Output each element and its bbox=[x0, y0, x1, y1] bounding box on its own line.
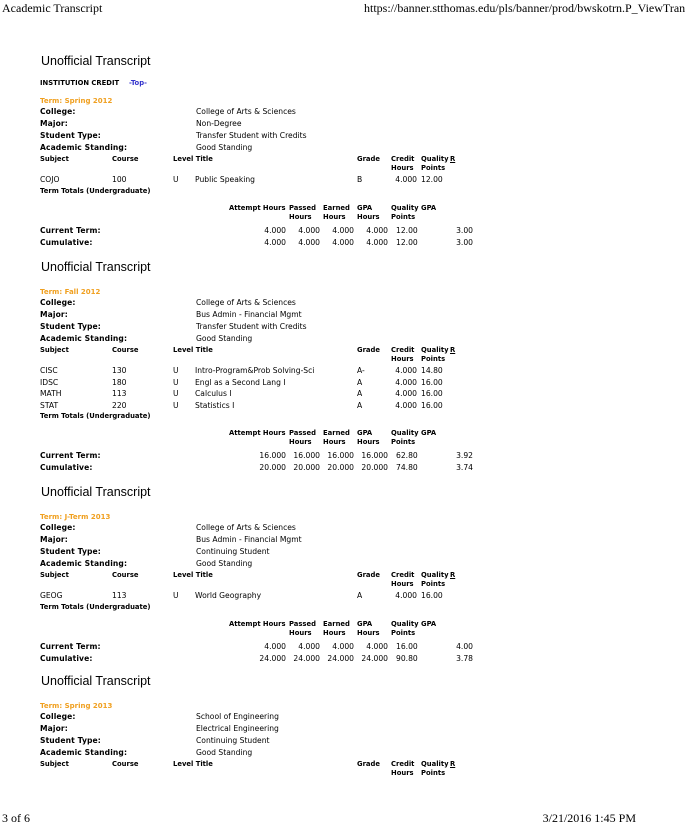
col-quality-points-line2: Points bbox=[421, 164, 446, 172]
value-college: School of Engineering bbox=[196, 712, 279, 721]
course-subject: IDSC bbox=[40, 377, 59, 387]
course-grade: A bbox=[357, 400, 363, 410]
totals-col-gpa-hours-line1: GPA bbox=[357, 619, 373, 628]
col-credit-hours-line2: Hours bbox=[391, 769, 414, 777]
totals-col-passed-hours-line2: Hours bbox=[289, 438, 312, 446]
current-term-attempt-hours: 4.000 bbox=[264, 225, 286, 235]
course-number: 220 bbox=[112, 400, 127, 410]
label-major: Major: bbox=[40, 724, 68, 733]
current-term-passed-hours: 16.000 bbox=[293, 451, 320, 460]
term-totals-label: Term Totals (Undergraduate) bbox=[40, 186, 151, 195]
totals-col-passed-hours bbox=[289, 204, 316, 222]
totals-col-quality-points-line2: Points bbox=[391, 212, 416, 221]
course-number: 180 bbox=[112, 377, 127, 387]
totals-col-passed-hours bbox=[289, 429, 316, 447]
course-quality-points: 16.00 bbox=[421, 389, 443, 398]
col-title: Title bbox=[195, 760, 213, 768]
course-subject: COJO bbox=[40, 175, 60, 184]
totals-col-earned-hours bbox=[323, 620, 350, 638]
course-subject: MATH bbox=[40, 389, 62, 398]
institution-credit-heading: INSTITUTION CREDIT bbox=[40, 79, 120, 87]
print-header-title: Academic Transcript bbox=[2, 1, 103, 15]
totals-col-passed-hours-line2: Hours bbox=[289, 628, 312, 637]
cumulative-attempt-hours: 24.000 bbox=[259, 653, 286, 663]
course-credit-hours: 4.000 bbox=[395, 366, 417, 375]
course-subject: STAT bbox=[40, 400, 59, 410]
totals-col-gpa-hours-line2: Hours bbox=[357, 438, 380, 446]
current-term-attempt-hours: 16.000 bbox=[259, 451, 286, 460]
totals-col-gpa-hours-line1: GPA bbox=[357, 203, 373, 212]
course-title: Public Speaking bbox=[195, 175, 255, 184]
cumulative-gpa-hours: 20.000 bbox=[361, 463, 388, 472]
col-quality-points-line1: Quality bbox=[421, 571, 449, 579]
course-level: U bbox=[173, 389, 179, 398]
col-quality-points-line2: Points bbox=[421, 769, 446, 777]
totals-col-earned-hours-line1: Earned bbox=[323, 619, 350, 628]
course-title: World Geography bbox=[195, 591, 262, 600]
section-title: Unofficial Transcript bbox=[41, 54, 151, 68]
col-quality-points bbox=[421, 760, 456, 778]
totals-col-quality-points-line2: Points bbox=[391, 438, 416, 446]
value-academic-standing: Good Standing bbox=[196, 334, 253, 343]
totals-col-passed-hours-line1: Passed bbox=[289, 203, 316, 212]
totals-col-earned-hours-line2: Hours bbox=[323, 628, 346, 637]
totals-col-quality-points bbox=[391, 429, 419, 447]
cumulative-gpa: 3.74 bbox=[456, 463, 473, 472]
totals-col-earned-hours-line2: Hours bbox=[323, 438, 346, 446]
value-major: Non-Degree bbox=[196, 119, 242, 128]
col-level-title bbox=[173, 346, 213, 355]
col-title: Title bbox=[195, 155, 213, 163]
course-quality-points: 14.80 bbox=[421, 366, 443, 375]
col-credit-hours-line1: Credit bbox=[391, 346, 415, 354]
current-term-quality-points: 62.80 bbox=[396, 451, 418, 460]
col-quality-points bbox=[421, 155, 456, 173]
top-link[interactable]: -Top- bbox=[129, 79, 147, 87]
col-course: Course bbox=[112, 155, 139, 163]
col-quality-points-line2: Points bbox=[421, 580, 446, 588]
totals-col-gpa-hours bbox=[357, 429, 380, 447]
totals-col-quality-points-line1: Quality bbox=[391, 203, 419, 212]
col-course: Course bbox=[112, 346, 139, 354]
value-student-type: Continuing Student bbox=[196, 547, 270, 556]
col-title: Title bbox=[195, 571, 213, 579]
term-heading: Term: J-Term 2013 bbox=[40, 513, 111, 521]
col-credit-hours-line1: Credit bbox=[391, 155, 415, 163]
cumulative-earned-hours: 24.000 bbox=[327, 653, 354, 663]
col-credit-hours bbox=[391, 155, 414, 173]
course-title: Statistics I bbox=[195, 400, 235, 410]
cumulative-gpa: 3.00 bbox=[456, 237, 473, 247]
current-term-label: Current Term: bbox=[40, 641, 101, 651]
value-student-type: Transfer Student with Credits bbox=[196, 131, 307, 140]
totals-col-passed-hours-line1: Passed bbox=[289, 429, 316, 437]
print-footer-page-count: 3 of 6 bbox=[2, 811, 30, 825]
totals-col-attempt-hours: Attempt Hours bbox=[229, 429, 286, 437]
course-level: U bbox=[173, 591, 179, 600]
course-credit-hours: 4.000 bbox=[395, 400, 417, 410]
totals-col-quality-points bbox=[391, 620, 419, 638]
label-student-type: Student Type: bbox=[40, 131, 101, 140]
col-course: Course bbox=[112, 760, 139, 768]
totals-col-attempt-hours: Attempt Hours bbox=[229, 203, 286, 212]
value-academic-standing: Good Standing bbox=[196, 748, 253, 757]
current-term-passed-hours: 4.000 bbox=[298, 225, 320, 235]
label-major: Major: bbox=[40, 310, 68, 319]
course-number: 113 bbox=[112, 389, 127, 398]
cumulative-gpa-hours: 4.000 bbox=[366, 237, 388, 247]
cumulative-label: Cumulative: bbox=[40, 237, 93, 247]
cumulative-passed-hours: 24.000 bbox=[293, 653, 320, 663]
value-college: College of Arts & Sciences bbox=[196, 107, 296, 116]
current-term-quality-points: 16.00 bbox=[396, 641, 418, 651]
section-title: Unofficial Transcript bbox=[41, 485, 151, 499]
col-quality-points bbox=[421, 346, 456, 364]
course-grade: A bbox=[357, 389, 363, 398]
cumulative-earned-hours: 4.000 bbox=[332, 237, 354, 247]
course-level: U bbox=[173, 366, 179, 375]
current-term-quality-points: 12.00 bbox=[396, 225, 418, 235]
col-quality-points-line1: Quality bbox=[421, 760, 449, 768]
course-subject: CISC bbox=[40, 366, 58, 375]
col-quality-points-line1: Quality bbox=[421, 155, 449, 163]
label-major: Major: bbox=[40, 535, 68, 544]
totals-col-passed-hours-line1: Passed bbox=[289, 619, 316, 628]
cumulative-passed-hours: 20.000 bbox=[293, 463, 320, 472]
col-credit-hours bbox=[391, 571, 414, 589]
label-academic-standing: Academic Standing: bbox=[40, 559, 128, 568]
course-grade: B bbox=[357, 175, 363, 184]
cumulative-label: Cumulative: bbox=[40, 653, 93, 663]
col-grade: Grade bbox=[357, 760, 380, 768]
totals-col-quality-points-line2: Points bbox=[391, 628, 416, 637]
value-academic-standing: Good Standing bbox=[196, 559, 253, 568]
totals-col-gpa: GPA bbox=[421, 203, 437, 212]
totals-col-gpa-hours-line1: GPA bbox=[357, 429, 373, 437]
cumulative-quality-points: 90.80 bbox=[396, 653, 418, 663]
course-grade: A- bbox=[357, 366, 365, 375]
totals-col-earned-hours-line1: Earned bbox=[323, 203, 350, 212]
cumulative-label: Cumulative: bbox=[40, 463, 93, 472]
current-term-gpa-hours: 16.000 bbox=[361, 451, 388, 460]
cumulative-attempt-hours: 20.000 bbox=[259, 463, 286, 472]
totals-col-earned-hours bbox=[323, 204, 350, 222]
label-college: College: bbox=[40, 107, 76, 116]
col-repeat: R bbox=[450, 155, 456, 163]
course-level: U bbox=[173, 400, 179, 410]
current-term-label: Current Term: bbox=[40, 451, 101, 460]
section-title: Unofficial Transcript bbox=[41, 260, 151, 274]
col-grade: Grade bbox=[357, 346, 380, 354]
value-academic-standing: Good Standing bbox=[196, 143, 253, 152]
col-quality-points bbox=[421, 571, 456, 589]
course-number: 113 bbox=[112, 591, 127, 600]
cumulative-quality-points: 74.80 bbox=[396, 463, 418, 472]
term-heading: Term: Spring 2013 bbox=[40, 702, 113, 710]
course-level: U bbox=[173, 377, 179, 387]
totals-col-passed-hours bbox=[289, 620, 316, 638]
course-grade: A bbox=[357, 377, 363, 387]
course-number: 100 bbox=[112, 175, 127, 184]
col-credit-hours-line2: Hours bbox=[391, 355, 414, 363]
col-level-title bbox=[173, 155, 213, 164]
value-major: Electrical Engineering bbox=[196, 724, 279, 733]
course-grade: A bbox=[357, 591, 363, 600]
totals-col-gpa-hours bbox=[357, 620, 380, 638]
col-grade: Grade bbox=[357, 155, 380, 163]
cumulative-passed-hours: 4.000 bbox=[298, 237, 320, 247]
cumulative-attempt-hours: 4.000 bbox=[264, 237, 286, 247]
label-academic-standing: Academic Standing: bbox=[40, 748, 128, 757]
current-term-earned-hours: 4.000 bbox=[332, 225, 354, 235]
value-college: College of Arts & Sciences bbox=[196, 523, 296, 532]
label-academic-standing: Academic Standing: bbox=[40, 334, 128, 343]
totals-col-quality-points-line1: Quality bbox=[391, 619, 419, 628]
totals-col-earned-hours-line1: Earned bbox=[323, 429, 350, 437]
value-major: Bus Admin - Financial Mgmt bbox=[196, 310, 302, 319]
label-student-type: Student Type: bbox=[40, 322, 101, 331]
course-title: Calculus I bbox=[195, 389, 232, 398]
print-footer-timestamp: 3/21/2016 1:45 PM bbox=[542, 811, 636, 825]
col-repeat: R bbox=[450, 760, 456, 768]
cumulative-gpa-hours: 24.000 bbox=[361, 653, 388, 663]
current-term-attempt-hours: 4.000 bbox=[264, 641, 286, 651]
current-term-gpa: 3.00 bbox=[456, 225, 473, 235]
col-credit-hours-line1: Credit bbox=[391, 760, 415, 768]
totals-col-earned-hours-line2: Hours bbox=[323, 212, 346, 221]
label-major: Major: bbox=[40, 119, 68, 128]
col-level: Level bbox=[173, 571, 194, 579]
col-credit-hours-line1: Credit bbox=[391, 571, 415, 579]
col-level-title bbox=[173, 571, 213, 580]
course-subject: GEOG bbox=[40, 591, 63, 600]
col-repeat: R bbox=[450, 346, 456, 354]
col-credit-hours-line2: Hours bbox=[391, 164, 414, 172]
totals-col-gpa-hours-line2: Hours bbox=[357, 628, 380, 637]
col-credit-hours-line2: Hours bbox=[391, 580, 414, 588]
current-term-gpa: 3.92 bbox=[456, 451, 473, 460]
col-course: Course bbox=[112, 571, 139, 579]
totals-col-gpa: GPA bbox=[421, 619, 437, 628]
course-quality-points: 12.00 bbox=[421, 175, 443, 184]
cumulative-gpa: 3.78 bbox=[456, 653, 473, 663]
value-college: College of Arts & Sciences bbox=[196, 298, 296, 307]
col-subject: Subject bbox=[40, 346, 69, 354]
current-term-gpa-hours: 4.000 bbox=[366, 225, 388, 235]
value-student-type: Continuing Student bbox=[196, 736, 270, 745]
cumulative-quality-points: 12.00 bbox=[396, 237, 418, 247]
label-student-type: Student Type: bbox=[40, 547, 101, 556]
totals-col-attempt-hours: Attempt Hours bbox=[229, 619, 286, 628]
label-college: College: bbox=[40, 523, 76, 532]
totals-col-quality-points bbox=[391, 204, 419, 222]
section-title: Unofficial Transcript bbox=[41, 674, 151, 688]
col-repeat: R bbox=[450, 571, 456, 579]
course-title: Engl as a Second Lang I bbox=[195, 377, 286, 387]
course-quality-points: 16.00 bbox=[421, 377, 443, 387]
col-quality-points-line2: Points bbox=[421, 355, 446, 363]
col-grade: Grade bbox=[357, 571, 380, 579]
course-credit-hours: 4.000 bbox=[395, 175, 417, 184]
current-term-earned-hours: 4.000 bbox=[332, 641, 354, 651]
course-number: 130 bbox=[112, 366, 127, 375]
current-term-label: Current Term: bbox=[40, 225, 101, 235]
col-level: Level bbox=[173, 346, 194, 354]
term-heading: Term: Spring 2012 bbox=[40, 97, 113, 105]
col-level-title bbox=[173, 760, 213, 769]
col-quality-points-line1: Quality bbox=[421, 346, 449, 354]
current-term-gpa-hours: 4.000 bbox=[366, 641, 388, 651]
current-term-gpa: 4.00 bbox=[456, 641, 473, 651]
course-quality-points: 16.00 bbox=[421, 400, 443, 410]
cumulative-earned-hours: 20.000 bbox=[327, 463, 354, 472]
col-subject: Subject bbox=[40, 571, 69, 579]
totals-col-gpa-hours-line2: Hours bbox=[357, 212, 380, 221]
col-credit-hours bbox=[391, 346, 414, 364]
label-academic-standing: Academic Standing: bbox=[40, 143, 128, 152]
print-header-url: https://banner.stthomas.edu/pls/banner/prod/bwskotrn.P_ViewTran bbox=[364, 1, 685, 15]
col-level: Level bbox=[173, 155, 194, 163]
course-title: Intro-Program&Prob Solving-Sci bbox=[195, 366, 315, 375]
course-quality-points: 16.00 bbox=[421, 591, 443, 600]
course-credit-hours: 4.000 bbox=[395, 377, 417, 387]
label-student-type: Student Type: bbox=[40, 736, 101, 745]
term-totals-label: Term Totals (Undergraduate) bbox=[40, 602, 151, 611]
term-totals-label: Term Totals (Undergraduate) bbox=[40, 412, 151, 420]
course-credit-hours: 4.000 bbox=[395, 591, 417, 600]
label-college: College: bbox=[40, 298, 76, 307]
col-credit-hours bbox=[391, 760, 414, 778]
course-level: U bbox=[173, 175, 179, 184]
value-major: Bus Admin - Financial Mgmt bbox=[196, 535, 302, 544]
totals-col-earned-hours bbox=[323, 429, 350, 447]
col-subject: Subject bbox=[40, 760, 69, 768]
term-heading: Term: Fall 2012 bbox=[40, 288, 101, 296]
col-subject: Subject bbox=[40, 155, 69, 163]
totals-col-gpa-hours bbox=[357, 204, 380, 222]
label-college: College: bbox=[40, 712, 76, 721]
totals-col-quality-points-line1: Quality bbox=[391, 429, 419, 437]
current-term-passed-hours: 4.000 bbox=[298, 641, 320, 651]
col-level: Level bbox=[173, 760, 194, 768]
col-title: Title bbox=[195, 346, 213, 354]
current-term-earned-hours: 16.000 bbox=[327, 451, 354, 460]
course-credit-hours: 4.000 bbox=[395, 389, 417, 398]
totals-col-passed-hours-line2: Hours bbox=[289, 212, 312, 221]
totals-col-gpa: GPA bbox=[421, 429, 437, 437]
value-student-type: Transfer Student with Credits bbox=[196, 322, 307, 331]
